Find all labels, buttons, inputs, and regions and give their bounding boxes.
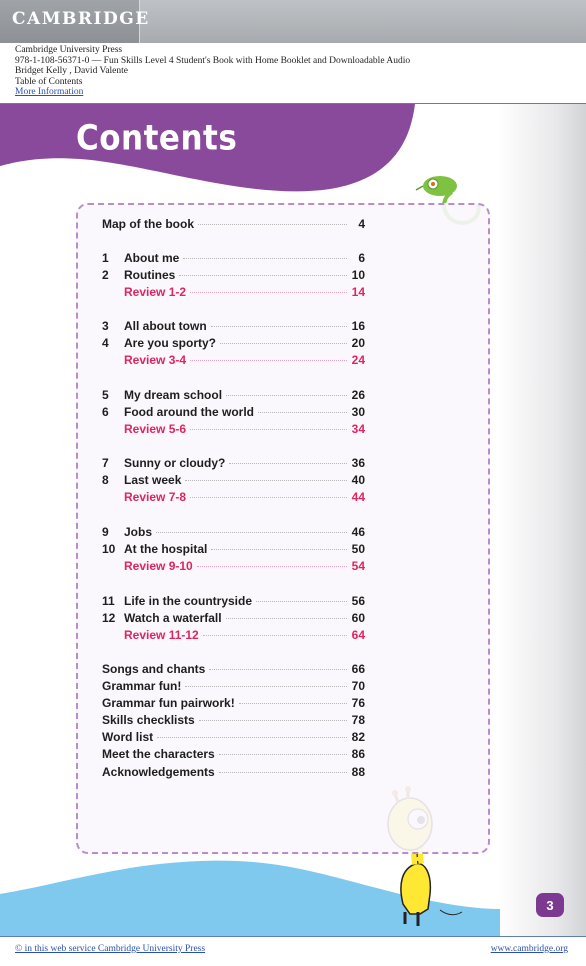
toc-unit-number: 5 (102, 388, 109, 402)
toc-row[interactable] (102, 542, 365, 558)
toc-review-row[interactable] (102, 490, 365, 506)
toc-title: Watch a waterfall (124, 611, 222, 625)
toc-row[interactable] (102, 594, 365, 610)
toc-page-number: 86 (351, 747, 365, 761)
toc-unit-number: 4 (102, 336, 109, 350)
copyright-link[interactable]: © in this web service Cambridge University Press (15, 944, 206, 954)
toc-page-number: 60 (351, 611, 365, 625)
toc-dot-leader (220, 343, 347, 344)
toc-title: Word list (102, 730, 154, 744)
toc-dot-leader (211, 326, 347, 327)
toc-dot-leader (239, 703, 347, 704)
toc-review-row[interactable] (102, 628, 365, 644)
publisher-line: Cambridge University Press (15, 45, 123, 55)
page-number-badge: 3 (536, 893, 564, 917)
toc-page-number: 10 (351, 268, 365, 282)
toc-unit-number: 8 (102, 473, 109, 487)
toc-unit-number: 7 (102, 456, 109, 470)
toc-row[interactable] (102, 679, 365, 695)
toc-title: All about town (124, 319, 207, 333)
toc-dot-leader (219, 754, 347, 755)
toc-title: Meet the characters (102, 747, 215, 761)
toc-title: Review 7-8 (124, 490, 187, 504)
toc-dot-leader (179, 275, 347, 276)
toc-page-number: 34 (351, 422, 365, 436)
footer-divider (0, 936, 586, 937)
toc-row[interactable] (102, 525, 365, 541)
toc-title: At the hospital (124, 542, 208, 556)
section-line: Table of Contents (15, 76, 83, 87)
toc-dot-leader (258, 412, 347, 413)
toc-title: Life in the countryside (124, 594, 253, 608)
toc-row[interactable] (102, 456, 365, 472)
toc-unit-number: 2 (102, 268, 109, 282)
toc-dot-leader (157, 737, 347, 738)
toc-title: Review 3-4 (124, 353, 187, 367)
toc-title: Songs and chants (102, 662, 206, 676)
toc-title: Acknowledgements (102, 765, 215, 779)
toc-dot-leader (156, 532, 347, 533)
toc-page-number: 40 (351, 473, 365, 487)
toc-title: Food around the world (124, 405, 254, 419)
toc-dot-leader (219, 772, 347, 773)
toc-row[interactable] (102, 713, 365, 729)
toc-dot-leader (203, 635, 347, 636)
toc-title: Grammar fun pairwork! (102, 696, 235, 710)
toc-row[interactable] (102, 268, 365, 284)
toc-title: Sunny or cloudy? (124, 456, 226, 470)
toc-page-number: 88 (351, 765, 365, 779)
toc-page-number: 44 (351, 490, 365, 504)
toc-title: Last week (124, 473, 182, 487)
toc-dot-leader (198, 224, 347, 225)
toc-page-number: 82 (351, 730, 365, 744)
toc-page-number: 76 (351, 696, 365, 710)
toc-page-number: 26 (351, 388, 365, 402)
page-title: Contents (76, 118, 238, 159)
toc-dot-leader (199, 720, 347, 721)
toc-review-row[interactable] (102, 559, 365, 575)
book-metadata (15, 45, 410, 98)
toc-dot-leader (229, 463, 347, 464)
toc-dot-leader (209, 669, 347, 670)
toc-page-number: 66 (351, 662, 365, 676)
toc-unit-number: 6 (102, 405, 109, 419)
toc-row[interactable] (102, 388, 365, 404)
toc-row[interactable] (102, 747, 365, 763)
toc-unit-number: 1 (102, 251, 109, 265)
toc-dot-leader (190, 360, 347, 361)
toc-row[interactable] (102, 405, 365, 421)
book-page (0, 104, 586, 936)
toc-unit-number: 11 (102, 594, 115, 608)
toc-title: Are you sporty? (124, 336, 217, 350)
toc-unit-number: 9 (102, 525, 109, 539)
toc-title: Review 5-6 (124, 422, 187, 436)
toc-dot-leader (185, 480, 347, 481)
toc-row[interactable] (102, 765, 365, 781)
toc-dot-leader (197, 566, 347, 567)
toc-dot-leader (226, 618, 347, 619)
toc-row[interactable] (102, 217, 365, 233)
toc-row[interactable] (102, 662, 365, 678)
toc-row[interactable] (102, 319, 365, 335)
toc-row[interactable] (102, 473, 365, 489)
toc-dot-leader (185, 686, 347, 687)
toc-dot-leader (190, 429, 347, 430)
toc-dot-leader (190, 497, 347, 498)
toc-row[interactable] (102, 730, 365, 746)
toc-title: Jobs (124, 525, 153, 539)
toc-title: Routines (124, 268, 176, 282)
toc-dot-leader (211, 549, 347, 550)
top-banner (0, 0, 586, 43)
toc-review-row[interactable] (102, 285, 365, 301)
toc-page-number: 56 (351, 594, 365, 608)
authors-line: Bridget Kelly , David Valente (15, 66, 129, 76)
more-information-link[interactable]: More Information (15, 87, 84, 97)
toc-dot-leader (190, 292, 347, 293)
logo-text: CAMBRIDGE (12, 9, 150, 29)
cambridge-logo[interactable] (0, 0, 150, 43)
toc-page-number: 78 (351, 713, 365, 727)
toc-row[interactable] (102, 336, 365, 352)
toc-page-number: 20 (351, 336, 365, 350)
toc-unit-number: 3 (102, 319, 109, 333)
toc-page-number: 70 (351, 679, 365, 693)
toc-title: Skills checklists (102, 713, 195, 727)
isbn-title-line: 978-1-108-56371-0 — Fun Skills Level 4 Student's Book with Home Booklet and Downloadable Audio (15, 55, 411, 66)
toc-unit-number: 10 (102, 542, 116, 556)
toc-unit-number: 12 (102, 611, 116, 625)
toc-row[interactable] (102, 251, 365, 267)
toc-title: Map of the book (102, 217, 194, 231)
toc-page-number: 46 (351, 525, 365, 539)
toc-page-number: 36 (351, 456, 365, 470)
toc-dot-leader (226, 395, 347, 396)
toc-page-number: 50 (351, 542, 365, 556)
toc-row[interactable] (102, 611, 365, 627)
toc-title: Review 1-2 (124, 285, 187, 299)
toc-dot-leader (256, 601, 347, 602)
website-link[interactable]: www.cambridge.org (490, 944, 568, 954)
toc-page-number: 16 (351, 319, 365, 333)
toc-dot-leader (183, 258, 347, 259)
toc-page-number: 30 (351, 405, 365, 419)
toc-page-number: 14 (351, 285, 365, 299)
toc-row[interactable] (102, 696, 365, 712)
toc-page-number: 6 (358, 251, 365, 265)
toc-page-number: 24 (351, 353, 365, 367)
toc-title: About me (124, 251, 180, 265)
toc-title: Review 9-10 (124, 559, 193, 573)
toc-review-row[interactable] (102, 422, 365, 438)
toc-review-row[interactable] (102, 353, 365, 369)
toc-title: Grammar fun! (102, 679, 182, 693)
toc-page-number: 54 (351, 559, 365, 573)
toc-page-number: 64 (351, 628, 365, 642)
toc-title: Review 11-12 (124, 628, 199, 642)
toc-title: My dream school (124, 388, 223, 402)
toc-page-number: 4 (358, 217, 365, 231)
